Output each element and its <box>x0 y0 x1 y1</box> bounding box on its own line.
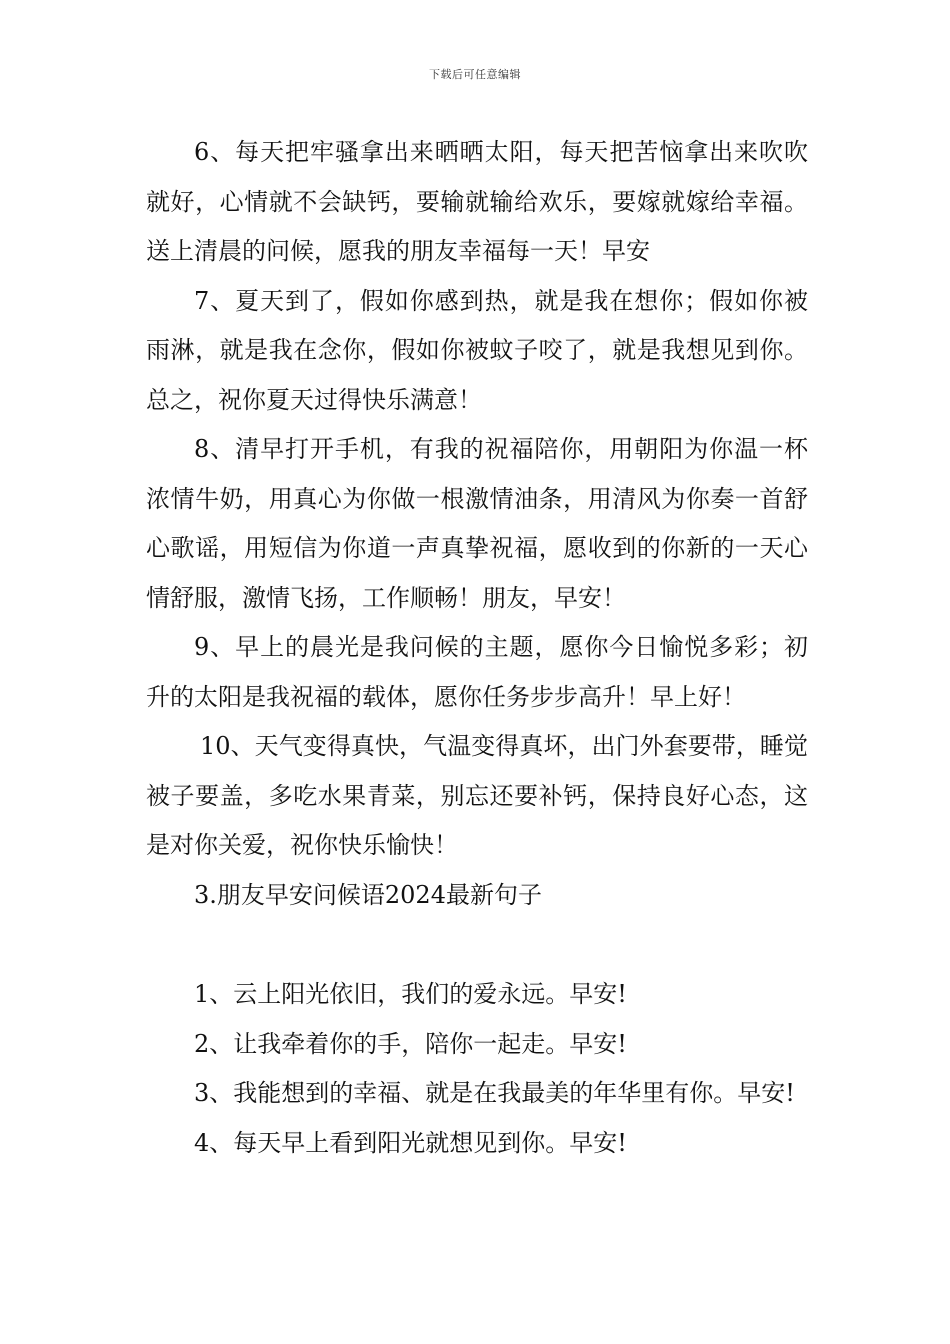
paragraph-2: 2、让我牵着你的手，陪你一起走。早安! <box>194 1029 627 1058</box>
paragraph-1: 1、云上阳光依旧，我们的爱永远。早安! <box>194 980 627 1008</box>
paragraph-4: 4、每天早上看到阳光就想见到你。早安! <box>194 1128 627 1157</box>
section-heading: 3.朋友早安问候语2024最新句子 <box>194 880 542 909</box>
paragraph-3: 3、我能想到的幸福、就是在我最美的年华里有你。早安! <box>194 1079 795 1107</box>
paragraph-6: 6、每天把牢骚拿出来晒晒太阳，每天把苦恼拿出来吹吹就好，心情就不会缺钙，要输就输给欢乐，要嫁就嫁给幸福。送上清晨的问候，愿我的朋友幸福每一天！早安 <box>146 138 808 265</box>
paragraph-8: 8、清早打开手机，有我的祝福陪你，用朝阳为你温一杯浓情牛奶，用真心为你做一根激情油条，用清风为你奏一首舒心歌谣，用短信为你道一声真挚祝福，愿收到的你新的一天心情舒服，激情飞扬，工作顺畅！朋友，早安！ <box>146 435 808 612</box>
section-spacer <box>146 920 808 970</box>
paragraph-10: 10、天气变得真快，气温变得真坏，出门外套要带，睡觉被子要盖，多吃水果青菜，别忘还要补钙，保持良好心态，这是对你关爱，祝你快乐愉快！ <box>146 732 808 859</box>
paragraph-7: 7、夏天到了，假如你感到热，就是我在想你；假如你被雨淋，就是我在念你，假如你被蚊子咬了，就是我想见到你。总之，祝你夏天过得快乐满意！ <box>146 286 808 414</box>
paragraph-9: 9、早上的晨光是我问候的主题，愿你今日愉悦多彩；初升的太阳是我祝福的载体，愿你任务步步高升！早上好！ <box>146 633 808 711</box>
document-body <box>146 128 808 1168</box>
page-header: 下载后可任意编辑 <box>429 68 521 81</box>
